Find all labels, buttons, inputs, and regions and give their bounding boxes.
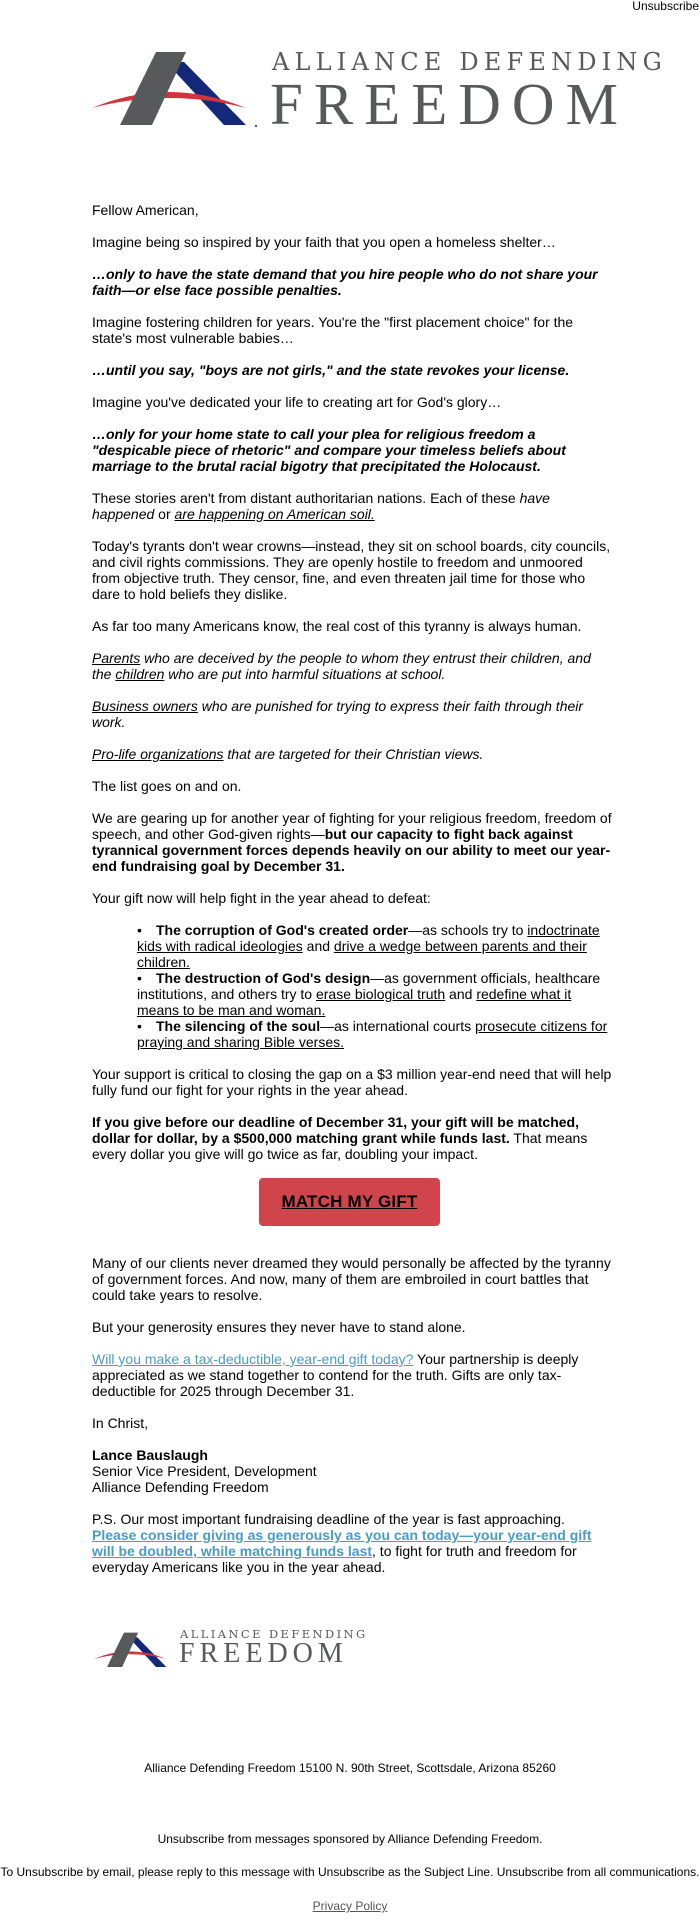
unsubscribe-sponsored-link[interactable]: Unsubscribe from messages sponsored by Alliance Defending Freedom. xyxy=(157,1832,543,1846)
paragraph: Imagine being so inspired by your faith that you open a homeless shelter… xyxy=(92,234,556,250)
letter-body xyxy=(92,202,612,1591)
footer-logo-text-freedom: FREEDOM xyxy=(179,1638,348,1669)
bullet-item: • The corruption of God's created order—as schools try to indoctrinate kids with radical ideologies and drive a wedge between parents and their children. xyxy=(137,922,600,970)
redefine-man-woman-link[interactable]: redefine what it means to be man and woman. xyxy=(137,986,572,1018)
paragraph: Imagine fostering children for years. You're the "first placement choice" for the state's most vulnerable babies… xyxy=(92,314,574,346)
adf-footer-logo xyxy=(92,1627,368,1674)
greeting: Fellow American, xyxy=(92,202,199,218)
paragraph: Parents who are deceived by the people to whom they entrust their children, and the children who are put into harmful situations at school. xyxy=(92,650,591,682)
match-my-gift-button[interactable]: MATCH MY GIFT xyxy=(259,1178,440,1226)
paragraph-emphasis: …only to have the state demand that you hire people who do not share your faith—or else face possible penalties. xyxy=(92,266,598,298)
year-end-gift-link[interactable]: Will you make a tax-deductible, year-end gift today? xyxy=(92,1351,414,1367)
paragraph: These stories aren't from distant authoritarian nations. Each of these have happened or are happening on American soil. xyxy=(92,490,550,522)
bullet-icon: • xyxy=(137,1018,142,1034)
children-link[interactable]: children xyxy=(115,666,165,682)
paragraph-emphasis: …until you say, "boys are not girls," and the state revokes your license. xyxy=(92,362,570,378)
bullet-item: • The silencing of the soul—as international courts prosecute citizens for praying and sharing Bible verses. xyxy=(137,1018,608,1050)
bullet-icon: • xyxy=(137,970,142,986)
paragraph: Business owners who are punished for trying to express their faith through their work. xyxy=(92,698,584,730)
drive-a-wedge-link[interactable]: drive a wedge between parents and their children. xyxy=(137,938,587,970)
privacy-policy-link[interactable]: Privacy Policy xyxy=(312,1899,388,1913)
signature-org: Alliance Defending Freedom xyxy=(92,1479,269,1495)
footer-address: Alliance Defending Freedom 15100 N. 90th Street, Scottsdale, Arizona 85260 xyxy=(144,1761,556,1775)
paragraph: Pro-life organizations that are targeted for their Christian views. xyxy=(92,746,484,762)
signature-block xyxy=(92,1447,612,1495)
paragraph: Imagine you've dedicated your life to creating art for God's glory… xyxy=(92,394,502,410)
adf-a-logo-icon xyxy=(88,48,258,130)
signature-title: Senior Vice President, Development xyxy=(92,1463,317,1479)
paragraph: Your gift now will help fight in the year ahead to defeat: xyxy=(92,890,431,906)
paragraph: If you give before our deadline of December 31, your gift will be matched, dollar for dollar, by a $500,000 matching grant while funds last. That means every dollar you give will go twice as far, doubling your impact. xyxy=(92,1114,588,1162)
logo-text-freedom: FREEDOM xyxy=(270,71,629,137)
ps-give-link[interactable]: Please consider giving as generously as you can today—your year-end gift will be doubled, while matching funds last xyxy=(92,1527,592,1559)
footer-logo-text-alliance-defending: ALLIANCE DEFENDING xyxy=(180,1627,368,1641)
postscript: P.S. Our most important fundraising deadline of the year is fast approaching. Please consider giving as generously as you can today—your year-end gift will be doubled, while matching funds last, to fight for truth and freedom for everyday Americans like you in the year ahead. xyxy=(92,1511,592,1575)
paragraph: Many of our clients never dreamed they would personally be affected by the tyranny of government forces. And now, many of them are embroiled in court battles that could take years to resolve. xyxy=(92,1255,611,1303)
footer-unsubscribe-email xyxy=(0,1865,700,1879)
bullet-list xyxy=(92,922,612,1050)
logo-text-alliance-defending: ALLIANCE DEFENDING xyxy=(272,48,667,76)
american-soil-link[interactable]: are happening on American soil. xyxy=(174,506,375,522)
paragraph: Will you make a tax-deductible, year-end gift today? Your partnership is deeply appreciated as we stand together to contend for the truth. Gifts are only tax-deductible for 2025 through December 31. xyxy=(92,1351,579,1399)
adf-header-logo xyxy=(88,48,667,137)
paragraph-emphasis: …only for your home state to call your plea for religious freedom a "despicable piece of rhetoric" and compare your timeless beliefs about marriage to the brutal racial bigotry that precipitated the Holocaust. xyxy=(92,426,566,474)
cta-container xyxy=(92,1178,612,1226)
paragraph: We are gearing up for another year of fighting for your religious freedom, freedom of speech, and other God-given rights—but our capacity to fight back against tyrannical government forces depends heavily on our ability to meet our year-end fundraising goal by December 31. xyxy=(92,810,612,874)
pro-life-organizations-link[interactable]: Pro-life organizations xyxy=(92,746,224,762)
business-owners-link[interactable]: Business owners xyxy=(92,698,198,714)
adf-a-logo-icon xyxy=(92,1630,172,1670)
prosecute-citizens-link[interactable]: prosecute citizens for praying and sharing Bible verses. xyxy=(137,1018,608,1050)
bullet-icon: • xyxy=(137,922,142,938)
bullet-item: • The destruction of God's design—as government officials, healthcare institutions, and others try to erase biological truth and redefine what it means to be man and woman. xyxy=(137,970,601,1018)
paragraph: Your support is critical to closing the gap on a $3 million year-end need that will help fully fund our fight for your rights in the year ahead. xyxy=(92,1066,612,1098)
footer-unsubscribe-sponsored xyxy=(0,1832,700,1846)
footer-privacy xyxy=(0,1899,700,1913)
unsubscribe-all-link[interactable]: To Unsubscribe by email, please reply to this message with Unsubscribe as the Subject Line. Unsubscribe from all communications. xyxy=(0,1865,700,1879)
signature-name: Lance Bauslaugh xyxy=(92,1447,208,1463)
closing: In Christ, xyxy=(92,1415,149,1431)
paragraph: The list goes on and on. xyxy=(92,778,242,794)
indoctrinate-link[interactable]: indoctrinate kids with radical ideologies xyxy=(137,922,600,954)
paragraph: Today's tyrants don't wear crowns—instead, they sit on school boards, city councils, and civil rights commissions. They are openly hostile to freedom and unmoored from objective truth. They censor, fine, and even threaten jail time for those who dare to hold beliefs they dislike. xyxy=(92,538,611,602)
paragraph: As far too many Americans know, the real cost of this tyranny is always human. xyxy=(92,618,582,634)
parents-link[interactable]: Parents xyxy=(92,650,141,666)
header-unsubscribe-link[interactable]: Unsubscribe xyxy=(632,0,699,13)
erase-biological-truth-link[interactable]: erase biological truth xyxy=(315,986,446,1002)
paragraph: But your generosity ensures they never have to stand alone. xyxy=(92,1319,466,1335)
